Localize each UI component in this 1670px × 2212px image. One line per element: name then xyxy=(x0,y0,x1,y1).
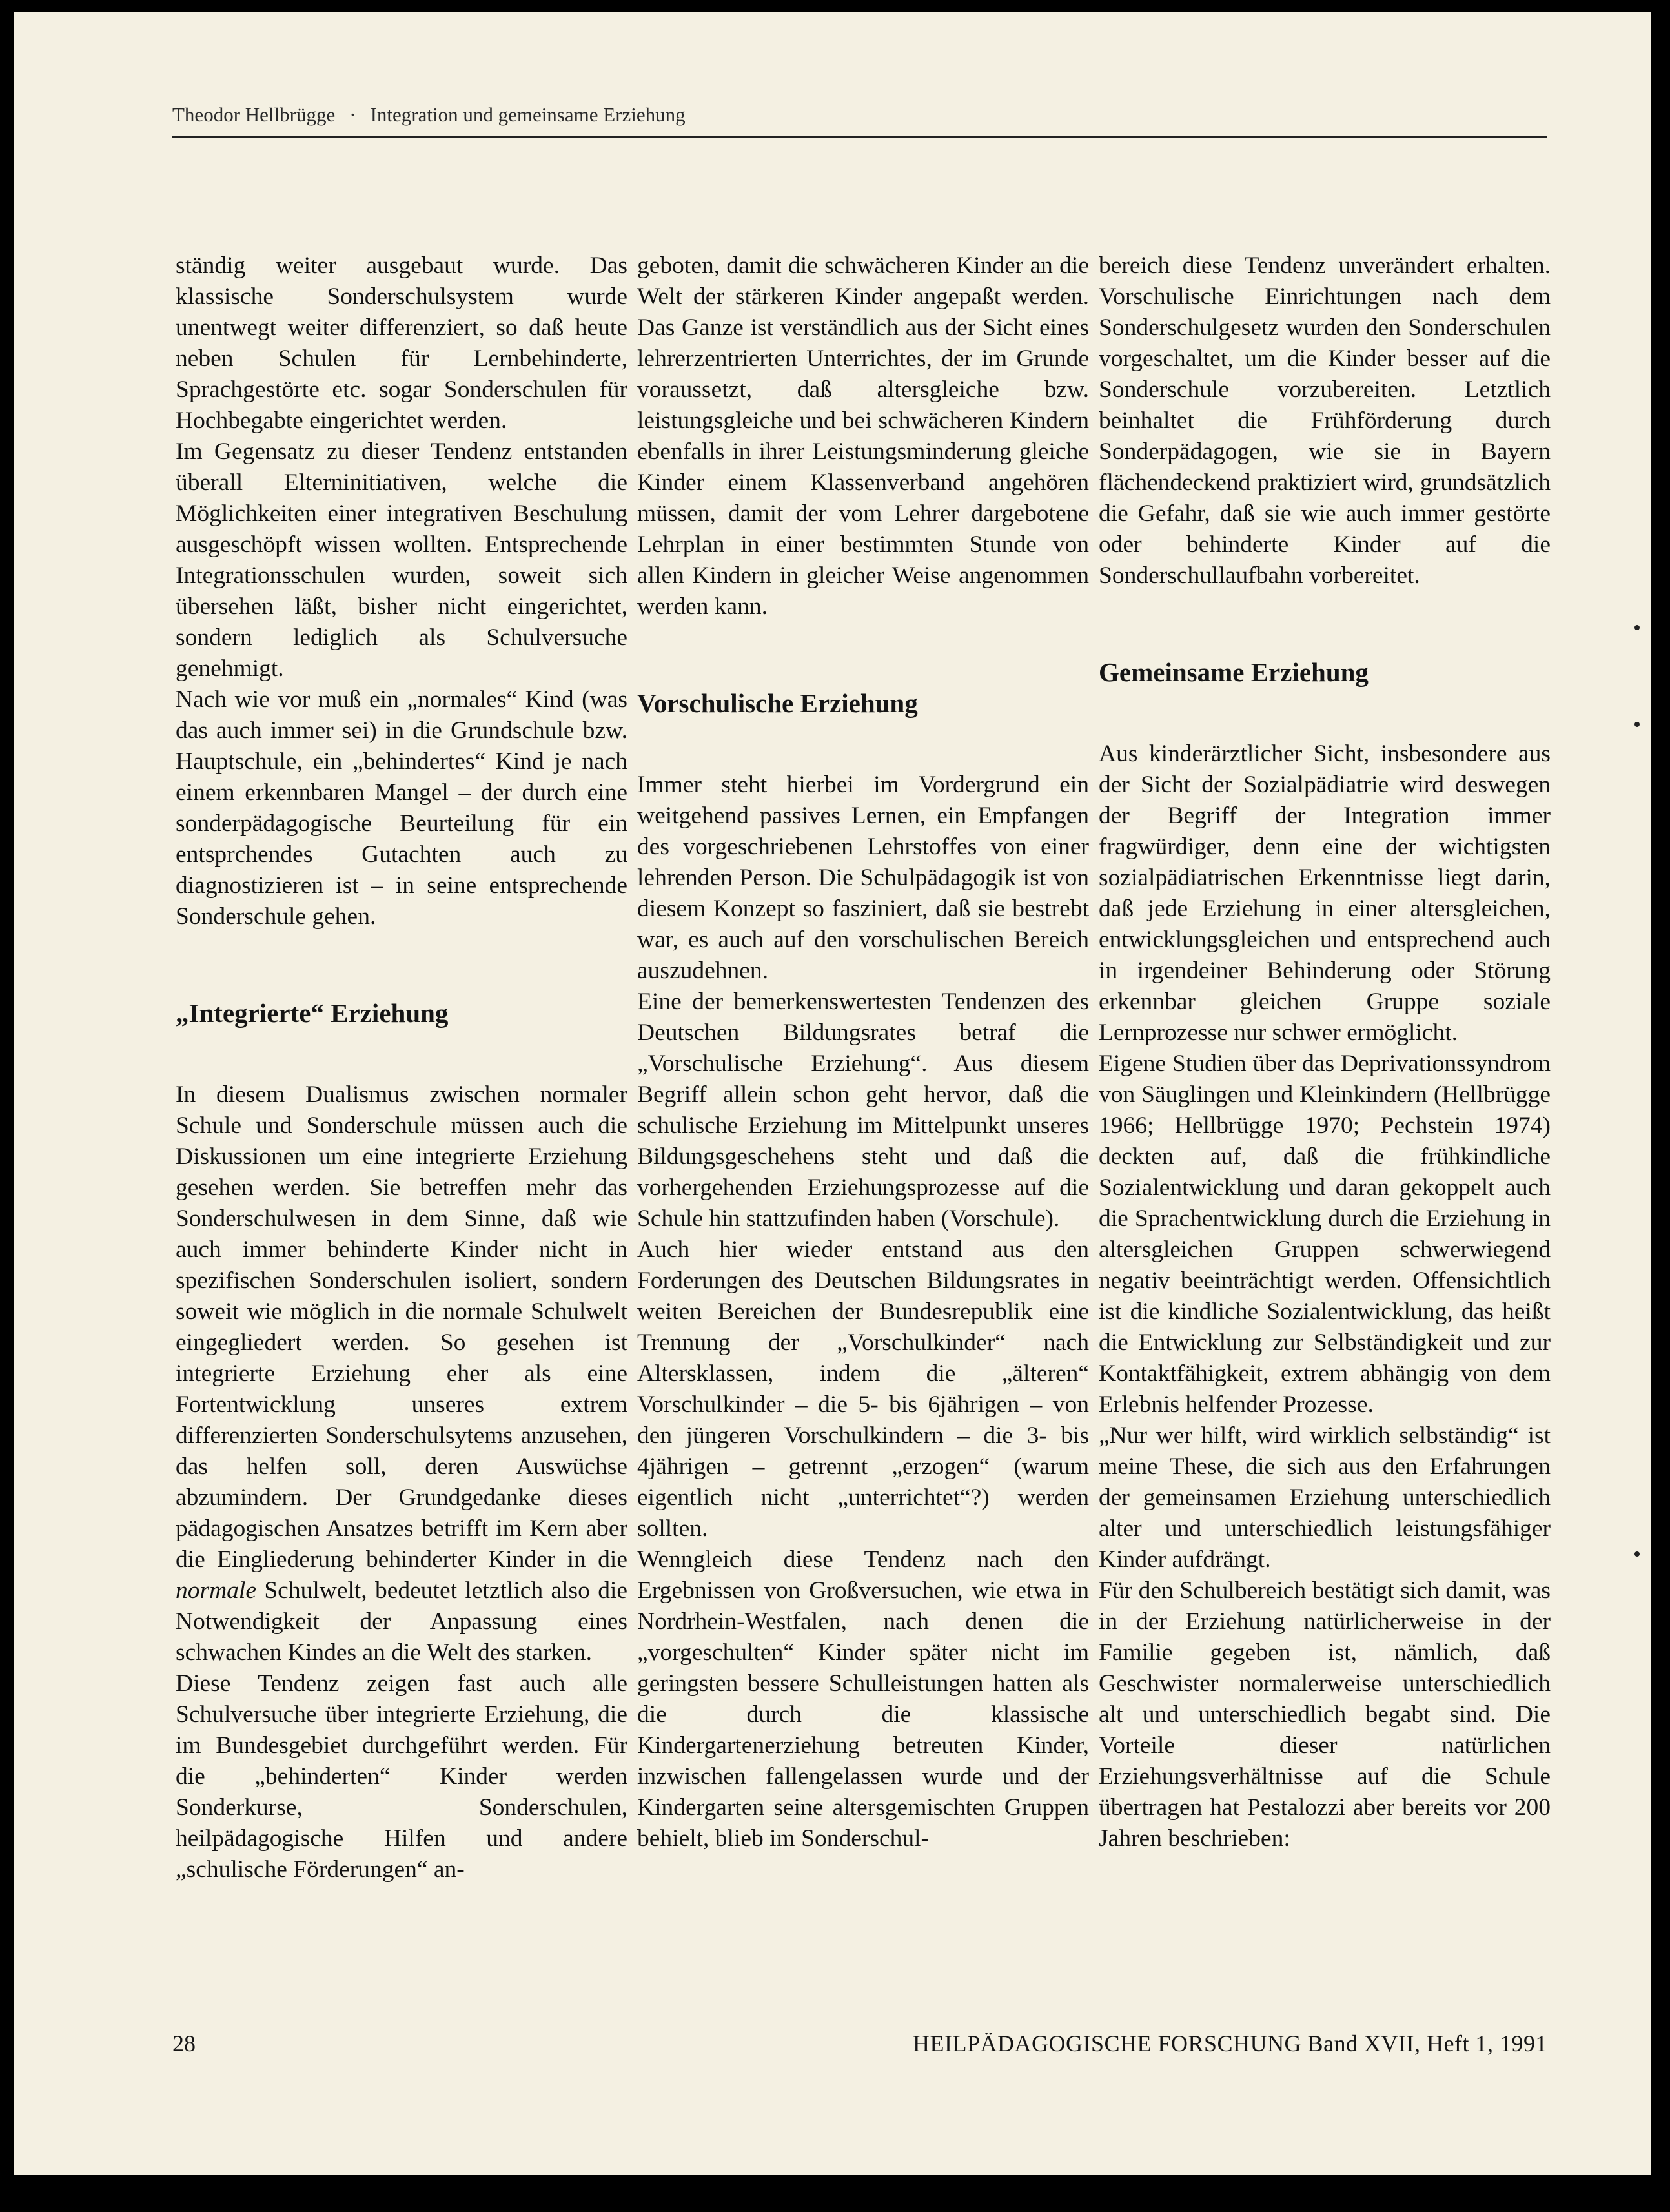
header-title: Integration und gemeinsame Erziehung xyxy=(370,103,686,126)
paragraph: Aus kinderärztlicher Sicht, insbesondere aus der Sicht der Sozialpädiatrie wird deswegen der Begriff der Integration immer fragwürdiger, denn eine der wichtigsten sozialpädiatrischen Erkenntnisse liegt darin, daß jede Erziehung in einer altersgleichen, entwicklungsgleichen und entsprechend auch in irgendeiner Behinderung oder Störung erkennbar gleichen Gruppe soziale Lernprozesse nur schwer ermöglicht. xyxy=(1099,741,1551,1046)
section-heading-vorschulische-erziehung: Vorschulische Erziehung xyxy=(637,688,918,718)
section-heading-gemeinsame-erziehung: Gemeinsame Erziehung xyxy=(1099,657,1369,687)
paragraph: Immer steht hierbei im Vordergrund ein weitgehend passives Lernen, ein Empfangen des vorgeschriebenen Lehrstoffes von einer lehrenden Person. Die Schulpädagogik ist von diesem Konzept so fasziniert, daß sie bestrebt war, es auch auf den vorschulischen Bereich auszudehnen. xyxy=(637,772,1089,984)
paragraph: Auch hier wieder entstand aus den Forderungen des Deutschen Bildungsrates in weiten Bereichen der Bundesrepublik eine Trennung der „Vorschulkinder“ nach Altersklassen, indem die „älteren“ Vorschulkinder – die 5- bis 6jährigen – von den jüngeren Vorschulkindern – die 3- bis 4jährigen – getrennt „erzogen“ (warum eigentlich nicht „unterrichtet“?) werden sollten. xyxy=(637,1236,1089,1542)
margin-speck xyxy=(1634,1551,1640,1557)
paragraph: Im Gegensatz zu dieser Tendenz entstanden überall Elterninitiativen, welche die Möglichkeiten einer integrativen Beschulung ausgeschöpft wissen wollten. Entsprechende Integrationsschulen wurden, soweit sich übersehen läßt, bisher nicht eingerichtet, sondern lediglich als Schulversuche genehmigt. xyxy=(176,438,627,682)
journal-citation: HEILPÄDAGOGISCHE FORSCHUNG Band XVII, Heft 1, 1991 xyxy=(913,2031,1547,2056)
paragraph: Für den Schulbereich bestätigt sich damit, was in der Erziehung natürlicherweise in der Familie gegeben ist, nämlich, daß Geschwister normalerweise unterschiedlich alt und unterschiedlich begabt sind. Die Vorteile dieser natürlichen Erziehungsverhältnisse auf die Schule übertragen hat Pestalozzi aber bereits vor 200 Jahren beschrieben: xyxy=(1099,1577,1551,1852)
column-2 xyxy=(637,251,1089,1854)
running-head xyxy=(172,102,1547,128)
paragraph: Eine der bemerkenswertesten Tendenzen des Deutschen Bildungsrates betraf die „Vorschulische Erziehung“. Aus diesem Begriff allein schon geht hervor, daß die schulische Erziehung im Mittelpunkt unseres Bildungsgeschehens steht und daß die vorhergehenden Erziehungsprozesse auf die Schule hin stattzufinden haben (Vorschule). xyxy=(637,988,1089,1232)
emphasis-normale: normale xyxy=(176,1577,256,1604)
header-rule xyxy=(172,136,1547,138)
column-3 xyxy=(1099,251,1551,1854)
paragraph: Diese Tendenz zeigen fast auch alle Schulversuche über integrierte Erziehung, die im Bundesgebiet durchgeführt werden. Für die „behinderten“ Kinder werden Sonderkurse, Sonderschulen, heilpädagogische Hilfen und andere „schulische Förderungen“ an- xyxy=(176,1670,627,1883)
page xyxy=(14,12,1651,2175)
page-number: 28 xyxy=(172,2031,196,2056)
paragraph: „Nur wer hilft, wird wirklich selbständig“ ist meine These, die sich aus den Erfahrungen der gemeinsamen Erziehung unterschiedlich alter und unterschiedlich leistungsfähiger Kinder aufdrängt. xyxy=(1099,1422,1551,1573)
margin-speck xyxy=(1634,722,1640,727)
paragraph: Nach wie vor muß ein „normales“ Kind (was das auch immer sei) in die Grundschule bzw. Hauptschule, ein „behindertes“ Kind je nach einem erkennbaren Mangel – der durch eine sonderpädagogische Beurteilung für ein entsprchendes Gutachten auch zu diagnostizieren ist – in seine entsprechende Sonderschule gehen. xyxy=(176,686,627,930)
margin-speck xyxy=(1634,625,1640,630)
paragraph: ständig weiter ausgebaut wurde. Das klassische Sonderschulsystem wurde unentwegt weiter differenziert, so daß heute neben Schulen für Lernbehinderte, Sprachgestörte etc. sogar Sonderschulen für Hochbegabte eingerichtet werden. xyxy=(176,252,627,434)
column-1 xyxy=(176,251,627,1885)
paragraph: Wenngleich diese Tendenz nach den Ergebnissen von Großversuchen, wie etwa in Nordrhein-Westfalen, nach denen die „vorgeschulten“ Kinder später nicht im geringsten bessere Schulleistungen hatten als die durch die klassische Kindergartenerziehung betreuten Kinder, inzwischen fallengelassen wurde und der Kindergarten seine altersgemischten Gruppen behielt, blieb im Sonderschul- xyxy=(637,1546,1089,1852)
paragraph: In diesem Dualismus zwischen normaler Schule und Sonderschule müssen auch die Diskussionen um eine integrierte Erziehung gesehen werden. Sie betreffen mehr das Sonderschulwesen in dem Sinne, daß wie auch immer behinderte Kinder nicht in spezifischen Sonderschulen isoliert, sondern soweit wie möglich in die normale Schulwelt eingegliedert werden. So gesehen ist integrierte Erziehung eher als eine Fortentwicklung unseres extrem differenzierten Sonderschulsytems anzusehen, das helfen soll, deren Auswüchse abzumindern. Der Grundgedanke dieses pädagogischen Ansatzes betrifft im Kern aber die Eingliederung behinderter Kinder in die normale Schulwelt, bedeutet letztlich also die Notwendigkeit der Anpassung eines schwachen Kindes an die Welt des starken. xyxy=(176,1081,628,1666)
header-separator: · xyxy=(349,103,356,126)
paragraph: Eigene Studien über das Deprivationssyndrom von Säuglingen und Kleinkindern (Hellbrügge 1966; Hellbrügge 1970; Pechstein 1974) deckten auf, daß die frühkindliche Sozialentwicklung und daran gekoppelt auch die Sprachentwicklung durch die Erziehung in altersgleichen Gruppen schwerwiegend negativ beeinträchtigt werden. Offensichtlich ist die kindliche Sozialentwicklung, das heißt die Entwicklung zur Selbständigkeit und zur Kontaktfähigkeit, extrem abhängig von dem Erlebnis helfender Prozesse. xyxy=(1099,1050,1551,1418)
header-author: Theodor Hellbrügge xyxy=(172,103,336,126)
section-heading-integrierte-erziehung: „Integrierte“ Erziehung xyxy=(176,998,449,1028)
paragraph: bereich diese Tendenz unverändert erhalten. Vorschulische Einrichtungen nach dem Sonderschulgesetz wurden den Sonderschulen vorgeschaltet, um die Kinder besser auf die Sonderschule vorzubereiten. Letztlich beinhaltet die Frühförderung durch Sonderpädagogen, wie sie in Bayern flächendeckend praktiziert wird, grundsätzlich die Gefahr, daß sie wie auch immer gestörte oder behinderte Kinder auf die Sonderschullaufbahn vorbereitet. xyxy=(1099,252,1551,589)
paragraph: geboten, damit die schwächeren Kinder an die Welt der stärkeren Kinder angepaßt werden. Das Ganze ist verständlich aus der Sicht eines lehrerzentrierten Unterrichtes, der im Grunde voraussetzt, daß altersgleiche bzw. leistungsgleiche und bei schwächeren Kindern ebenfalls in ihrer Leistungsminderung gleiche Kinder einem Klassenverband angehören müssen, damit der vom Lehrer dargebotene Lehrplan in einer bestimmten Stunde von allen Kindern in gleicher Weise angenommen werden kann. xyxy=(637,252,1089,620)
